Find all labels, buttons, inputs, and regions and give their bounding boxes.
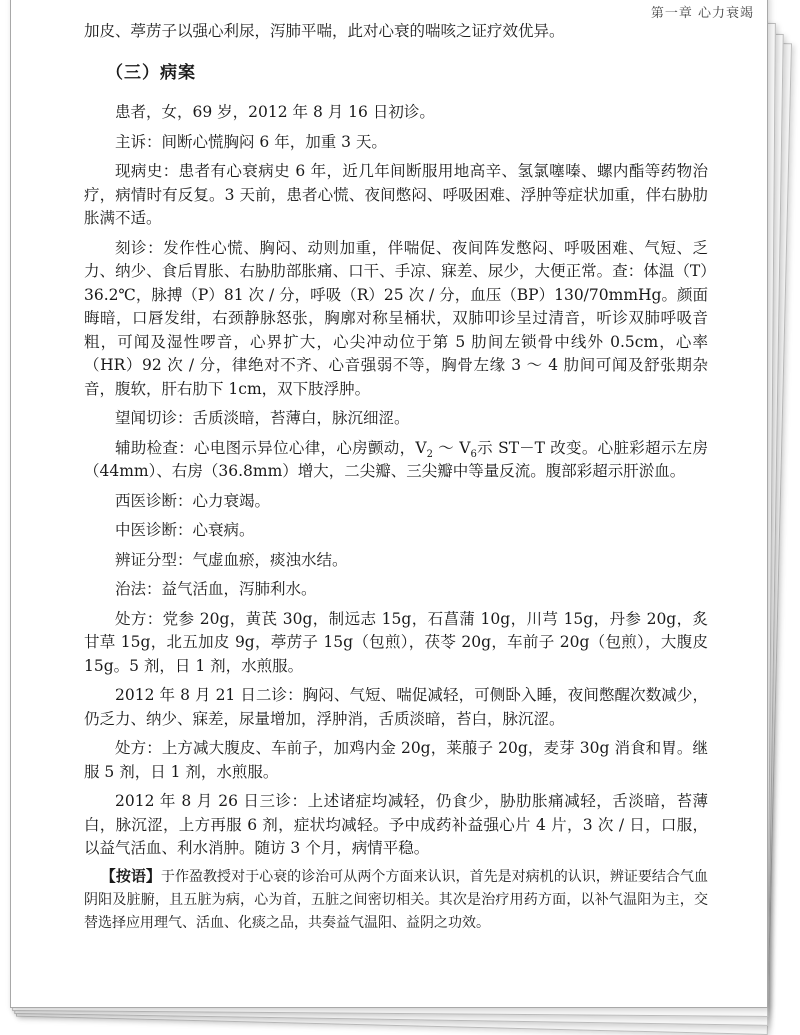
syndrome-type: 辨证分型：气虚血瘀，痰浊水结。 [115, 550, 348, 569]
second-visit: 2012 年 8 月 21 日二诊：胸闷、气短、喘促减轻，可侧卧入睡，夜间憋醒次数减少，仍乏力、纳少、寐差，尿量增加，浮肿消，舌质淡暗，苔白，脉沉涩。 [84, 686, 708, 728]
prescription: 处方：党参 20g，黄芪 30g，制远志 15g，石菖蒲 10g，川芎 15g，丹参 20g，炙甘草 15g，北五加皮 9g，葶苈子 15g（包煎），茯苓 20g，车前子 20g（包煎），大腹皮 15g。5 剂，日 1 剂，水煎服。 [84, 609, 708, 675]
aux-text-b: ～ V [432, 438, 471, 457]
present-history: 现病史：患者有心衰病史 6 年，近几年间断服用地高辛、氢氯噻嗪、螺内酯等药物治疗，病情时有反复。3 天前，患者心慌、夜间憋闷、呼吸困难、浮肿等症状加重，伴右胁肋胀满不适。 [84, 162, 708, 227]
chief-complaint: 主诉：间断心慌胸闷 6 年，加重 3 天。 [115, 132, 387, 151]
tcm-diagnosis: 中医诊断：心衰病。 [115, 521, 255, 539]
running-head: 第一章 心力衰竭 [650, 6, 754, 21]
commentary [84, 865, 708, 935]
page-body [84, 20, 708, 935]
section-heading: （三）病案 [106, 62, 196, 83]
third-visit: 2012 年 8 月 26 日三诊：上述诸症均减轻，仍食少，胁肋胀痛减轻，舌淡暗，苔薄白，脉沉涩，上方再服 6 剂，症状均减轻。予中成药补益强心片 4 片，3 次 / 日，口服，以益气活血、利水消肿。随访 3 个月，病情平稳。 [84, 792, 708, 857]
patient-info: 患者，女，69 岁，2012 年 8 月 16 日初诊。 [115, 103, 435, 121]
western-diagnosis: 西医诊断：心力衰竭。 [115, 491, 271, 510]
second-prescription: 处方：上方减大腹皮、车前子，加鸡内金 20g，莱菔子 20g，麦芽 30g 消食和胃。继服 5 剂，日 1 剂，水煎服。 [84, 739, 708, 781]
aux-sub-2: 6 [470, 448, 477, 460]
inspection: 望闻切诊：舌质淡暗，苔薄白，脉沉细涩。 [115, 409, 410, 427]
therapy: 治法：益气活血，泻肺利水。 [115, 580, 317, 598]
commentary-text: 于作盈教授对于心衰的诊治可从两个方面来认识，首先是对病机的认识，辨证要结合气血阴阳及脏腑，且五脏为病，心为首，五脏之间密切相关。其次是治疗用药方面，以补气温阳为主，交替选择应用理气、活血、化痰之品，共奏益气温阳、益阴之功效。 [84, 868, 708, 931]
aux-sub-1: 2 [426, 448, 433, 460]
aux-text-a: 辅助检查：心电图示异位心律，心房颤动，V [115, 438, 427, 457]
auxiliary-exam [84, 437, 708, 484]
current-exam: 刻诊：发作性心慌、胸闷、动则加重，伴喘促、夜间阵发憋闷、呼吸困难、气短、乏力、纳少、食后胃胀、右胁肋部胀痛、口干、手凉、寐差、尿少，大便正常。查：体温（T）36.2℃，脉搏（P）81 次 / 分，呼吸（R）25 次 / 分，血压（BP）130/70mmHg。颜面晦暗，口唇发绀，右颈静脉怒张，胸廓对称呈桶状，双肺叩诊呈过清音，听诊双肺呼吸音粗，可闻及湿性啰音，心界扩大，心尖冲动位于第 5 肋间左锁骨中线外 0.5cm，心率（HR）92 次 / 分，律绝对不齐、心音强弱不等，胸骨左缘 3 ～ 4 肋间可闻及舒张期杂音，腹软，肝右肋下 1cm，双下肢浮肿。 [84, 238, 708, 398]
aux-text-c: 示 ST－T 改变。心脏彩超示左房（44mm）、右房（36.8mm）增大，二尖瓣、三尖瓣中等量反流。腹部彩超示肝淤血。 [84, 438, 708, 480]
commentary-tag: 【按语】 [100, 866, 161, 885]
intro-paragraph: 加皮、葶苈子以强心利尿，泻肺平喘，此对心衰的喘咳之证疗效优异。 [84, 22, 565, 40]
